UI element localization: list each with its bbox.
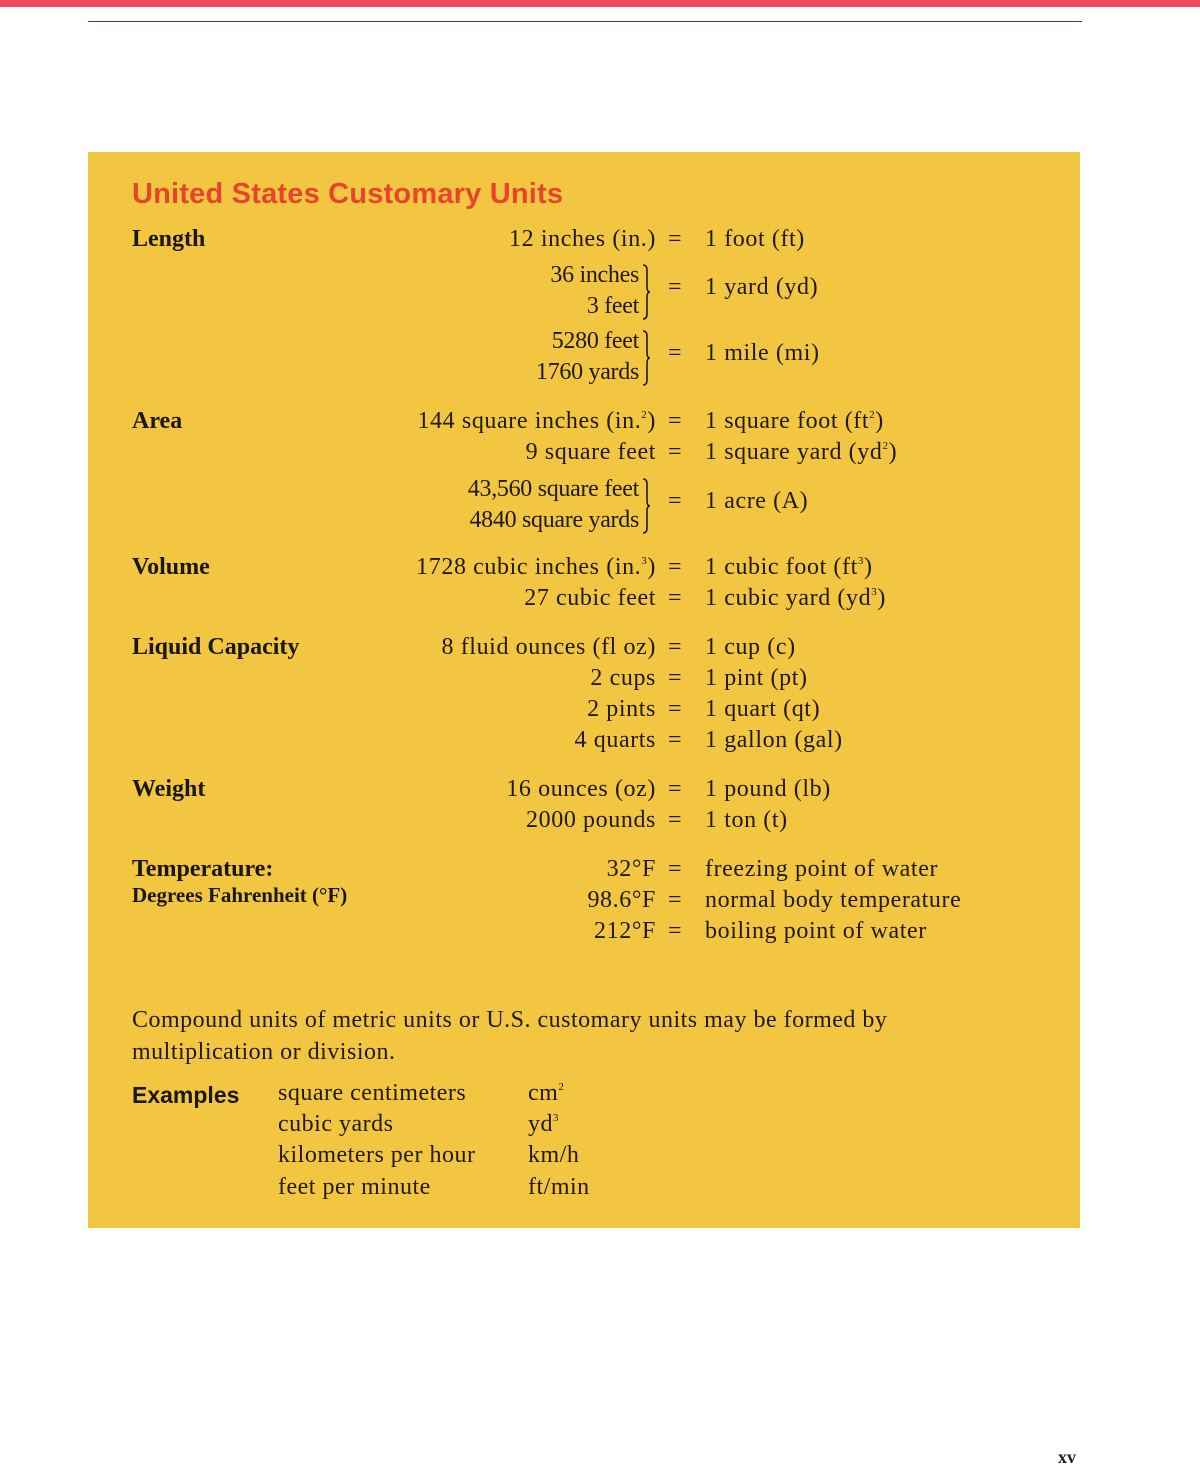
lhs: 1760 yards xyxy=(536,359,639,385)
units-panel xyxy=(88,152,1080,1228)
rhs: 1 cup (c) xyxy=(705,634,796,660)
example-name: cubic yards xyxy=(278,1111,394,1137)
lhs: 98.6°F xyxy=(587,887,656,913)
right-brace-icon xyxy=(642,264,651,320)
rhs: 1 mile (mi) xyxy=(705,340,820,366)
lhs: 2 cups xyxy=(590,665,656,691)
right-brace-icon xyxy=(642,478,651,534)
rhs: normal body temperature xyxy=(705,887,962,913)
lhs: 5280 feet xyxy=(551,328,639,354)
rhs: 1 cubic yard $(yd^3)$ xyxy=(705,585,886,611)
lhs-stack xyxy=(550,260,639,322)
lhs: 9 square feet xyxy=(525,439,656,465)
conversion-row xyxy=(88,226,1080,258)
lhs-stack xyxy=(536,326,639,388)
conversion-row xyxy=(88,439,1080,471)
conversion-row xyxy=(88,665,1080,697)
conversion-row xyxy=(88,776,1080,808)
equals-sign: = xyxy=(668,776,682,802)
equals-sign: = xyxy=(668,408,682,434)
equals-sign: = xyxy=(668,340,682,366)
conversion-row xyxy=(88,887,1080,919)
rhs: 1 square yard $(yd^2)$ xyxy=(705,439,898,465)
conversion-row xyxy=(88,807,1080,839)
lhs: 12 inches (in.) xyxy=(509,226,656,252)
rhs: 1 pound (lb) xyxy=(705,776,831,802)
example-unit: $yd^3$ xyxy=(528,1111,559,1137)
rhs: boiling point of water xyxy=(705,918,927,944)
rhs: 1 acre (A) xyxy=(705,488,809,514)
equals-sign: = xyxy=(668,274,682,300)
panel-title: United States Customary Units xyxy=(132,178,564,210)
lhs: 4 quarts xyxy=(574,727,656,753)
lhs: 2 pints xyxy=(587,696,656,722)
lhs-stack xyxy=(468,474,639,536)
equals-sign: = xyxy=(668,887,682,913)
right-brace-icon xyxy=(642,330,651,386)
equals-sign: = xyxy=(668,856,682,882)
conversion-row xyxy=(88,408,1080,440)
page-number: xv xyxy=(1058,1447,1076,1467)
section-label-weight: Weight xyxy=(132,776,206,802)
rhs: freezing point of water xyxy=(705,856,939,882)
equals-sign: = xyxy=(668,554,682,580)
equals-sign: = xyxy=(668,807,682,833)
lhs: 27 cubic feet xyxy=(524,585,656,611)
equals-sign: = xyxy=(668,226,682,252)
lhs: 212°F xyxy=(594,918,656,944)
equals-sign: = xyxy=(668,727,682,753)
lhs: 16 ounces (oz) xyxy=(506,776,656,802)
equals-sign: = xyxy=(668,696,682,722)
example-name: square centimeters xyxy=(278,1080,467,1106)
top-rule xyxy=(88,21,1082,22)
conversion-row xyxy=(88,856,1080,888)
compound-units-note: Compound units of metric units or U.S. customary units may be formed by multiplication or division. xyxy=(132,1007,888,1065)
conversion-row xyxy=(88,260,1080,322)
rhs: 1 cubic foot $(ft^3)$ xyxy=(705,554,873,580)
conversion-row xyxy=(88,585,1080,617)
conversion-row xyxy=(88,727,1080,759)
rhs: 1 pint (pt) xyxy=(705,665,808,691)
conversion-row xyxy=(88,696,1080,728)
lhs: 8 fluid ounces (fl oz) xyxy=(441,634,656,660)
lhs: 43,560 square feet xyxy=(467,476,639,502)
rhs: 1 square foot $(ft^2)$ xyxy=(705,408,884,434)
lhs: 2000 pounds xyxy=(526,807,656,833)
example-unit: ft/min xyxy=(528,1174,590,1200)
conversion-row xyxy=(88,634,1080,666)
example-unit: km/h xyxy=(528,1142,580,1168)
conversion-row xyxy=(88,474,1080,536)
rhs: 1 quart (qt) xyxy=(705,696,821,722)
examples-label: Examples xyxy=(132,1082,240,1108)
lhs: 4840 square yards xyxy=(469,507,639,533)
section-label-volume: Volume xyxy=(132,554,210,580)
equals-sign: = xyxy=(668,585,682,611)
example-unit: $cm^2$ xyxy=(528,1080,565,1106)
conversion-row xyxy=(88,554,1080,586)
lhs: 36 inches xyxy=(550,262,639,288)
rhs: 1 gallon (gal) xyxy=(705,727,843,753)
equals-sign: = xyxy=(668,665,682,691)
example-name: kilometers per hour xyxy=(278,1142,476,1168)
lhs: 3 feet xyxy=(586,293,639,319)
section-label-area: Area xyxy=(132,408,183,434)
rhs: 1 foot (ft) xyxy=(705,226,805,252)
lhs: 32°F xyxy=(606,856,656,882)
equals-sign: = xyxy=(668,488,682,514)
section-label-liquid-capacity: Liquid Capacity xyxy=(132,634,300,660)
equals-sign: = xyxy=(668,918,682,944)
equals-sign: = xyxy=(668,439,682,465)
section-sublabel-fahrenheit: Degrees Fahrenheit (°F) xyxy=(132,883,348,907)
equals-sign: = xyxy=(668,634,682,660)
section-label-length: Length xyxy=(132,226,206,252)
top-color-band xyxy=(0,0,1200,7)
rhs: 1 ton (t) xyxy=(705,807,788,833)
conversion-row xyxy=(88,918,1080,950)
rhs: 1 yard (yd) xyxy=(705,274,819,300)
conversion-row xyxy=(88,326,1080,388)
section-label-temperature: Temperature: xyxy=(132,856,274,882)
example-name: feet per minute xyxy=(278,1174,431,1200)
lhs: 144 square inches (in.$^2$) xyxy=(417,408,656,434)
lhs: 1728 cubic inches (in.$^3$) xyxy=(416,554,656,580)
